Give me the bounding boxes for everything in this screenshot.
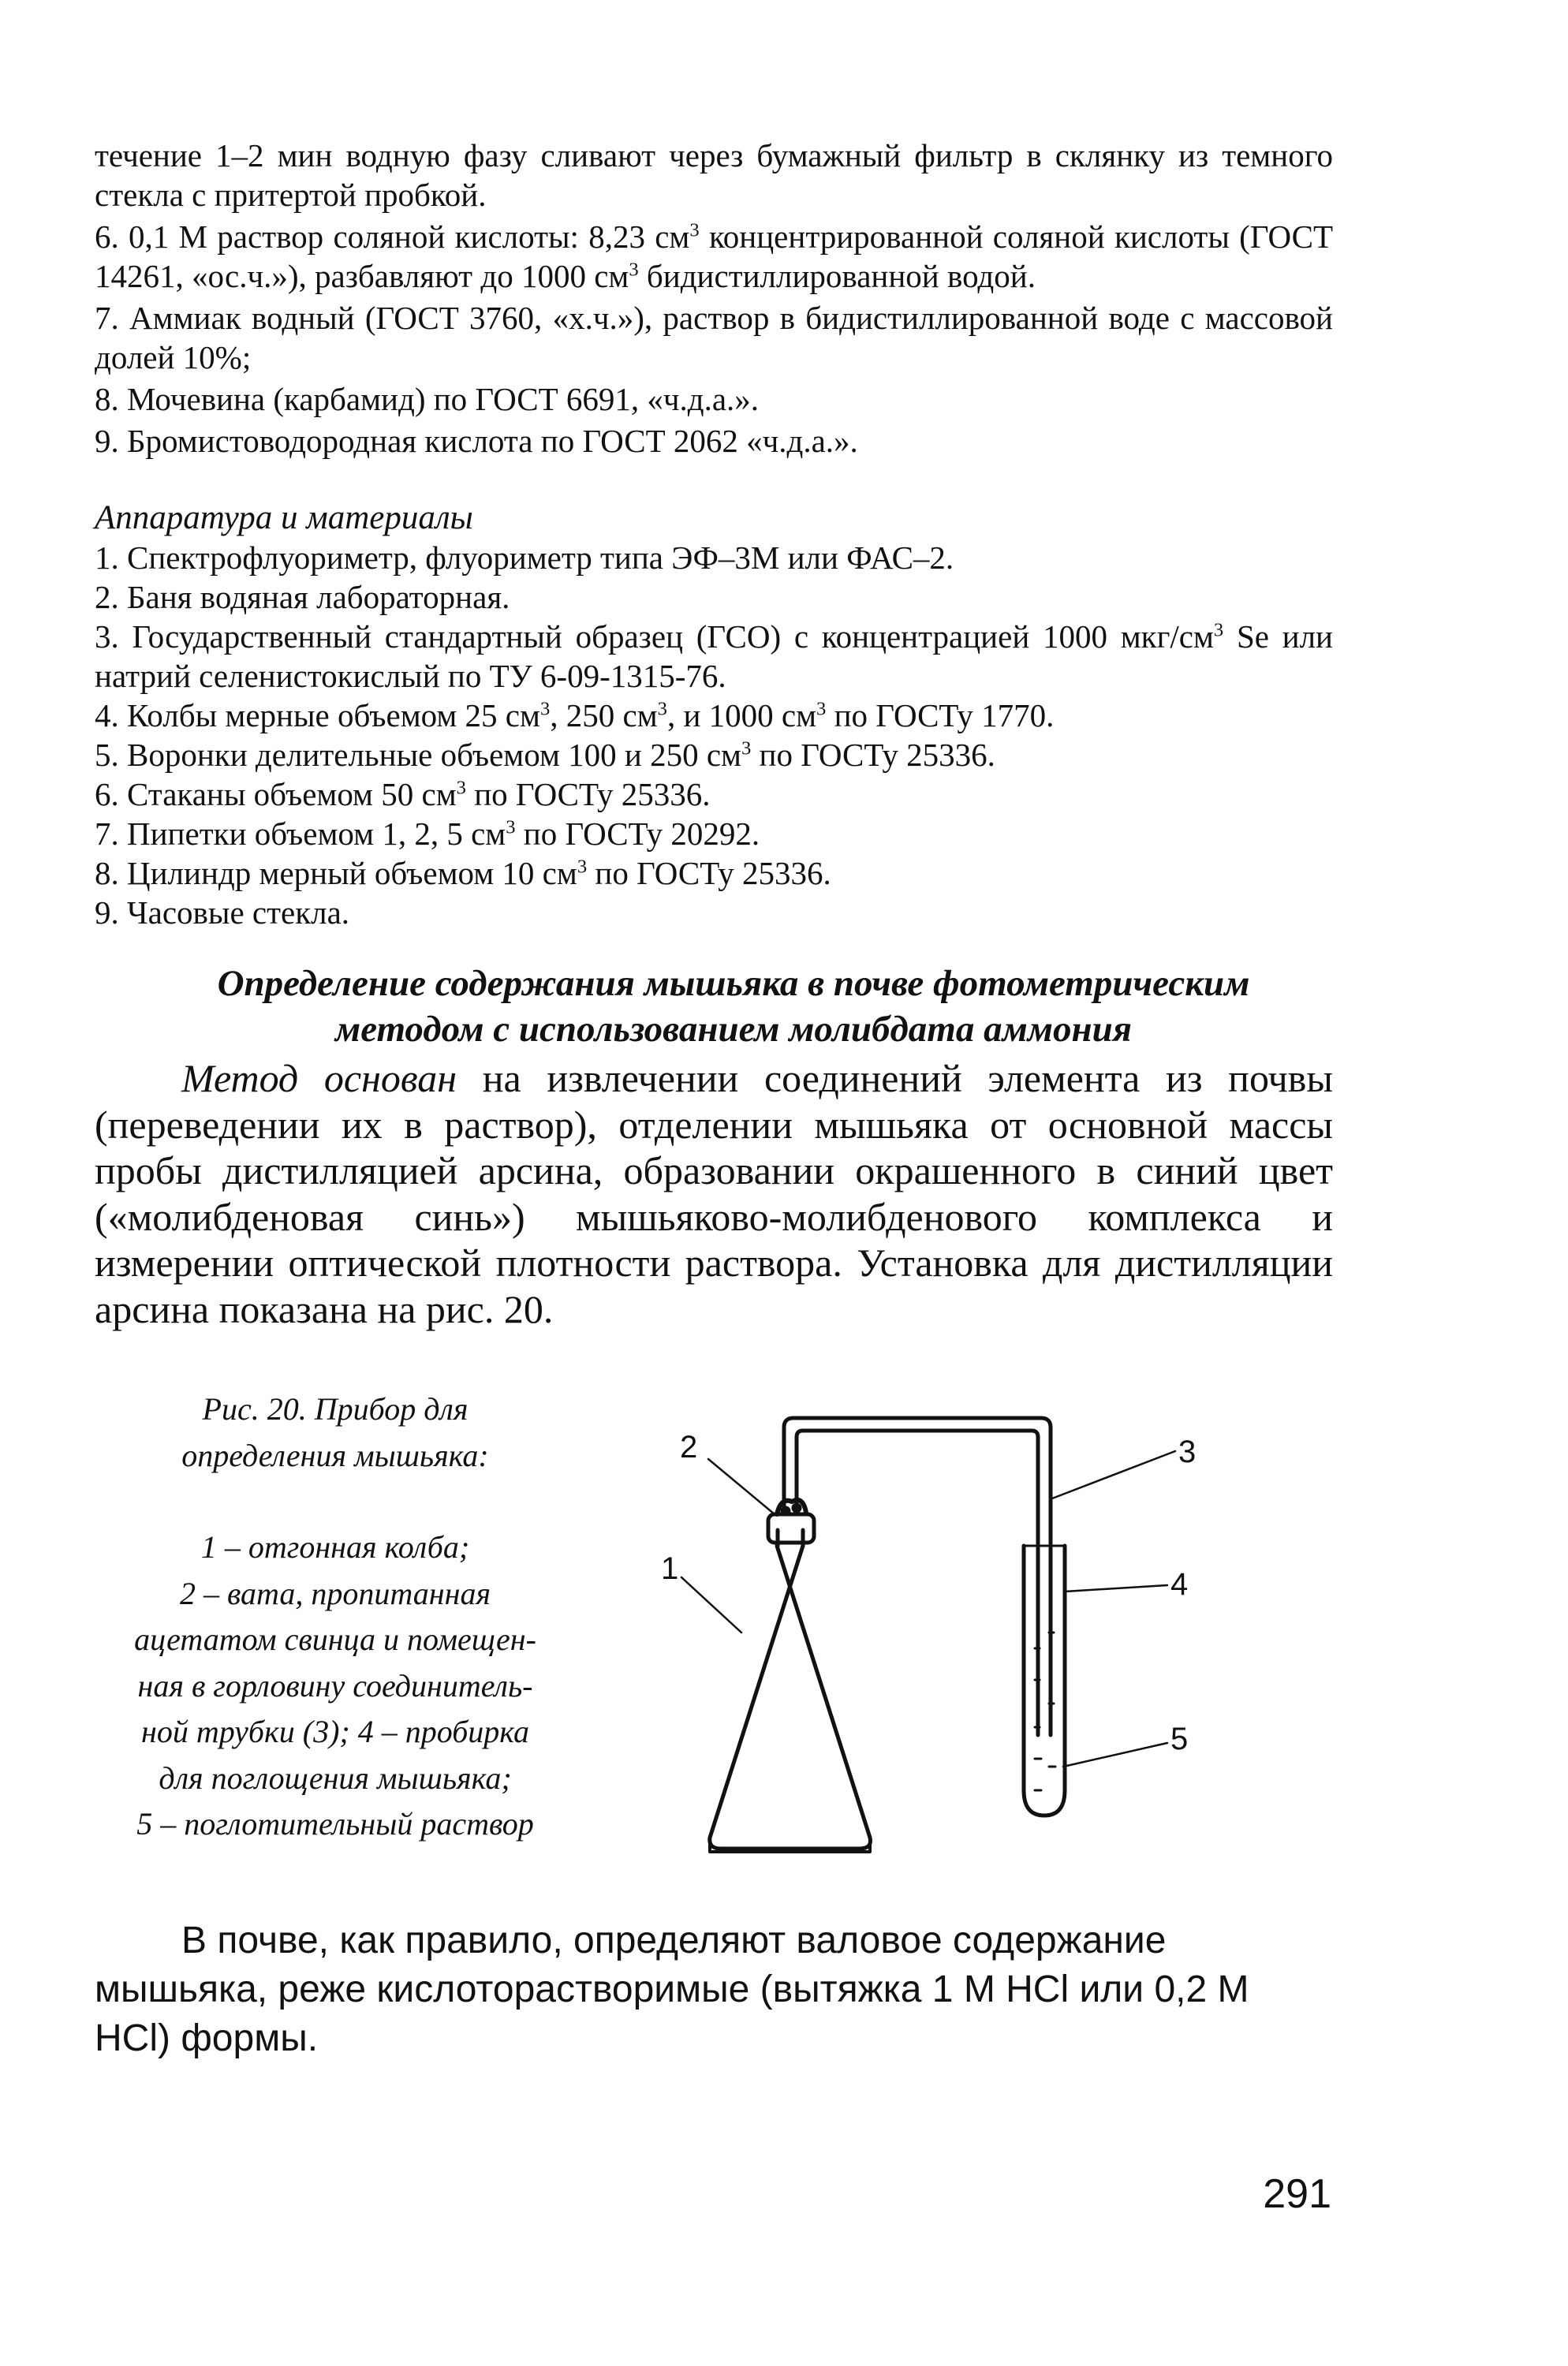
continuation-paragraph: течение 1–2 мин водную фазу сливают через бумажный фильтр в склянку из темного стекла с притертой пробкой.: [95, 137, 1333, 213]
apparatus-5-text-b: по ГОСТу 25336.: [751, 737, 995, 773]
apparatus-4-sup-a: 3: [539, 698, 551, 720]
apparatus-heading: Аппаратура и материалы: [95, 499, 473, 536]
caption-legend-line-1: 1 – отгонная колба;: [200, 1529, 470, 1565]
caption-spacer: [103, 1479, 568, 1524]
apparatus-8-text-a: 8. Цилиндр мерный объемом 10 см: [95, 855, 577, 891]
apparatus-4-sup-b: 3: [657, 698, 667, 720]
figure-label-4: 4: [1170, 1567, 1189, 1602]
reagent-6-text-b: концентрированной соляной кислоты (ГОСТ 14261, «ос.ч.»), разбавляют до 1000 см: [95, 218, 1333, 294]
caption-title-line-2: определения мышьяка:: [181, 1437, 489, 1473]
figure-label-2: 2: [680, 1430, 698, 1465]
figure-label-1: 1: [661, 1551, 679, 1586]
reagent-6-text-c: бидистиллированной водой.: [638, 258, 1036, 294]
closing-text: В почве, как правило, определяют валовое содержание мышьяка, реже кислоторастворимые (вытяжка 1 М HCl или 0,2 М HCl) формы.: [95, 1920, 1249, 2059]
caption-legend-line-6: для поглощения мышьяка;: [159, 1760, 512, 1796]
section-heading-line-1: Определение содержания мышьяка в почве фотометрическим: [217, 963, 1250, 1004]
apparatus-3-text-a: 3. Государственный стандартный образец (ГСО) с концентрацией 1000 мкг/см: [95, 618, 1214, 655]
apparatus-7-text-a: 7. Пипетки объемом 1, 2, 5 см: [95, 815, 506, 852]
figure-label-5: 5: [1170, 1722, 1189, 1756]
apparatus-6-sup: 3: [456, 777, 466, 799]
apparatus-item-7: [95, 814, 1333, 853]
leader-line-3: [1052, 1451, 1175, 1498]
caption-legend-line-2: 2 – вата, пропитанная: [179, 1575, 491, 1611]
reagent-item-8: 8. Мочевина (карбамид) по ГОСТ 6691, «ч.д.а.».: [95, 381, 760, 417]
apparatus-3-sup: 3: [1213, 619, 1224, 641]
apparatus-7-text-b: по ГОСТу 20292.: [515, 815, 760, 852]
apparatus-3-text-b: Se или натрий селенистокислый по ТУ 6-09-1315-76.: [95, 618, 1334, 694]
apparatus-4-text-c: , и 1000 см: [666, 697, 817, 733]
caption-legend-line-4: ная в горловину соединитель-: [137, 1667, 533, 1704]
method-paragraph: [95, 1055, 1333, 1332]
figure-caption: [103, 1386, 568, 1848]
apparatus-item-1: 1. Спектрофлуориметр, флуориметр типа ЭФ–3М или ФАС–2.: [95, 539, 954, 576]
leader-line-2: [708, 1459, 775, 1514]
caption-title-line-1: Рис. 20. Прибор для: [202, 1391, 469, 1427]
apparatus-8-sup: 3: [577, 856, 588, 878]
apparatus-section: [95, 498, 1333, 932]
reagent-continuation: [95, 136, 1333, 463]
caption-legend-line-5: ной трубки (3); 4 – пробирка: [140, 1714, 530, 1749]
reagent-item-6: [95, 217, 1333, 296]
apparatus-5-text-a: 5. Воронки делительные объемом 100 и 250 см: [95, 737, 741, 773]
section-heading-line-2: методом с использованием молибдата аммония: [335, 1009, 1132, 1050]
distillation-flask: [710, 1546, 871, 1849]
caption-legend-line-7: 5 – поглотительный раствор: [136, 1806, 534, 1842]
stopper: [768, 1514, 814, 1543]
apparatus-7-sup: 3: [506, 816, 516, 838]
section-heading: [142, 961, 1325, 1052]
connecting-tube-inner: [797, 1431, 1038, 1735]
apparatus-6-text-a: 6. Стаканы объемом 50 см: [95, 776, 457, 812]
apparatus-item-3: [95, 617, 1333, 696]
apparatus-item-5: [95, 735, 1333, 774]
apparatus-item-8: [95, 853, 1333, 893]
leader-line-5: [1063, 1743, 1167, 1767]
page-number: 291: [1263, 2171, 1331, 2217]
reagent-6-text-a: 6. 0,1 М раствор соляной кислоты: 8,23 см: [95, 218, 690, 255]
reagent-item-9: 9. Бромистоводородная кислота по ГОСТ 2062 «ч.д.а.».: [95, 423, 858, 459]
leader-line-1: [681, 1577, 741, 1633]
absorption-test-tube: [1024, 1546, 1065, 1816]
apparatus-8-text-b: по ГОСТу 25336.: [587, 855, 831, 891]
caption-legend-line-3: ацетатом свинца и помещен-: [134, 1621, 536, 1657]
apparatus-5-sup: 3: [741, 737, 752, 759]
method-intro-italic: Метод основан: [181, 1056, 457, 1100]
apparatus-4-text-d: по ГОСТу 1770.: [826, 697, 1055, 733]
apparatus-drawing: [631, 1396, 1262, 1877]
figure-label-3: 3: [1178, 1435, 1197, 1469]
apparatus-item-9: 9. Часовые стекла.: [95, 894, 350, 931]
apparatus-4-text-b: , 250 см: [550, 697, 658, 733]
reagent-item-7: 7. Аммиак водный (ГОСТ 3760, «х.ч.»), раствор в бидистиллированной воде с массовой долей 10%;: [95, 300, 1333, 375]
reagent-6-sup-b: 3: [629, 259, 639, 281]
apparatus-4-text-a: 4. Колбы мерные объемом 25 см: [95, 697, 540, 733]
apparatus-4-sup-c: 3: [816, 698, 827, 720]
apparatus-6-text-b: по ГОСТу 25336.: [465, 776, 711, 812]
apparatus-item-6: [95, 774, 1333, 814]
apparatus-item-2: 2. Баня водяная лабораторная.: [95, 579, 510, 615]
closing-paragraph: [95, 1916, 1333, 2063]
apparatus-item-4: [95, 696, 1333, 735]
arsine-distillation-apparatus-figure: [631, 1396, 1262, 1877]
leader-line-4: [1065, 1585, 1167, 1592]
method-intro-text: на извлечении соединений элемента из почвы (переведении их в раствор), отделении мышьяка от основной массы пробы дистилляцией арсина, образовании окрашенного в синий цвет («молибденовая синь») мышьяково-молибденового комплекса и измерении оптической плотности раствора. Установка для дистилляции арсина показана на рис. 20.: [95, 1056, 1333, 1331]
reagent-6-sup-a: 3: [689, 219, 700, 241]
